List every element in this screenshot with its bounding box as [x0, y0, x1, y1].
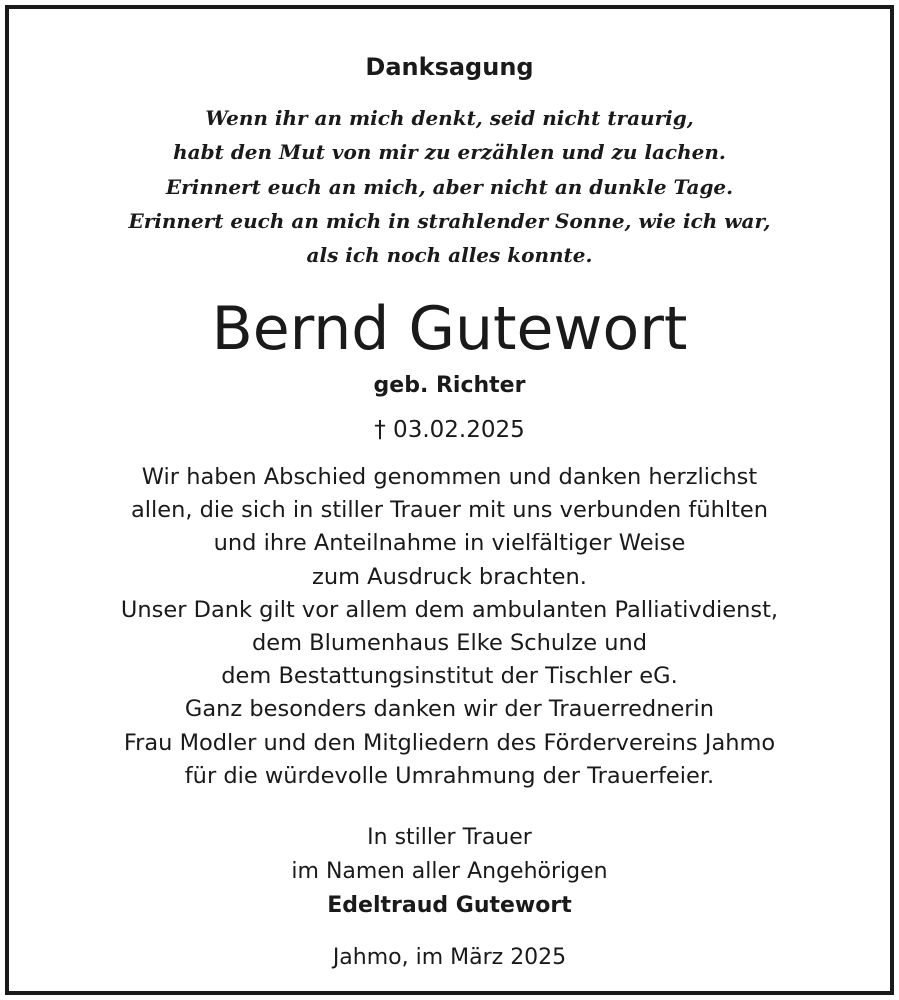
thanks-line: dem Bestattungsinstitut der Tischler eG. [221, 663, 678, 690]
poem-line: Wenn ihr an mich denkt, seid nicht traurig, [205, 106, 694, 130]
thanks-line: und ihre Anteilnahme in vielfältiger Weise [213, 530, 686, 557]
signer-name: Edeltraud Gutewort [327, 893, 572, 919]
thanks-line: Frau Modler und den Mitgliedern des Fördervereins Jahmo [123, 729, 776, 756]
closing-line: im Namen aller Angehörigen [291, 859, 608, 885]
closing [9, 821, 890, 924]
thanks-line: Unser Dank gilt vor allem dem ambulanten Palliativdienst, [120, 596, 779, 623]
thanks-line: dem Blumenhaus Elke Schulze und [251, 630, 648, 657]
poem-line: habt den Mut von mir zu erzählen und zu lachen. [173, 140, 726, 165]
thanks-text [9, 461, 890, 793]
poem-line: Erinnert euch an mich in strahlender Sonne, wie ich war, [128, 208, 771, 233]
deceased-name: Bernd Gutewort [211, 294, 688, 364]
thanks-line: für die würdevolle Umrahmung der Trauerfeier. [184, 762, 715, 789]
born-name: geb. Richter [373, 373, 526, 398]
poem-line: als ich noch alles konnte. [306, 243, 593, 268]
poem [9, 101, 890, 272]
thanks-line: zum Ausdruck brachten. [312, 563, 587, 590]
closing-line: In stiller Trauer [367, 825, 532, 850]
death-date: † 03.02.2025 [374, 417, 525, 443]
obituary-frame [5, 5, 894, 995]
thanks-line: Ganz besonders danken wir der Trauerrednerin [184, 696, 715, 723]
thanks-line: allen, die sich in stiller Trauer mit uns verbunden fühlten [130, 497, 769, 524]
poem-line: Erinnert euch an mich, aber nicht an dunkle Tage. [165, 174, 734, 199]
notice-title: Danksagung [365, 53, 534, 81]
place-date: Jahmo, im März 2025 [332, 945, 567, 970]
thanks-line: Wir haben Abschied genommen und danken herzlichst [141, 464, 758, 490]
